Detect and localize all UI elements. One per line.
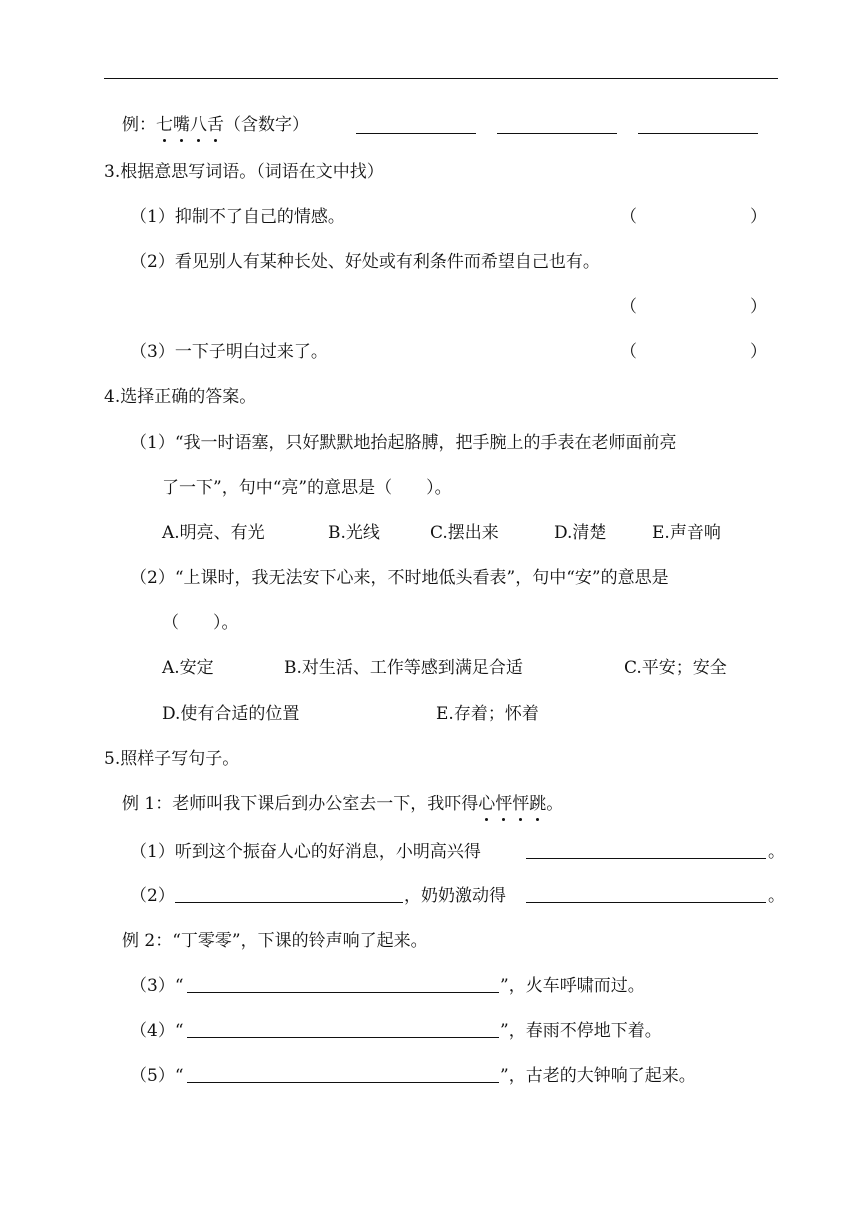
answer-blank[interactable] — [175, 884, 403, 903]
q3-item-2: （2）看见别人有某种长处、好处或有利条件而希望自己也有。 — [130, 252, 600, 272]
q4-option: D.清楚 — [554, 523, 607, 543]
example-1-prefix: 例 1：老师叫我下课后到办公室去一下，我吓得 — [122, 794, 479, 814]
dotted-char: 跳 — [529, 794, 547, 814]
q4-option: E.存着；怀着 — [436, 704, 539, 724]
paren-close: ） — [750, 207, 767, 227]
q4-option: A.明亮、有光 — [162, 523, 265, 543]
q4-item-2-line-2: （ ）。 — [162, 613, 239, 633]
paren-close: ） — [750, 342, 767, 362]
q3-item-1: （1）抑制不了自己的情感。 — [130, 207, 345, 227]
answer-blank[interactable] — [497, 115, 617, 134]
q4-option: C.平安；安全 — [624, 658, 727, 678]
q4-option: B.对生活、工作等感到满足合适 — [284, 658, 523, 678]
q3-item-3: （3）一下子明白过来了。 — [130, 342, 328, 362]
example-note: （含数字） — [224, 115, 309, 135]
dotted-char: 怦 — [512, 794, 530, 814]
q4-option: B.光线 — [328, 523, 380, 543]
header-rule — [104, 78, 778, 79]
q5-item-5-prefix: （5）“ — [130, 1066, 184, 1086]
example-1-suffix: 。 — [546, 794, 564, 814]
answer-blank[interactable] — [638, 115, 758, 134]
q4-title: 4.选择正确的答案。 — [104, 387, 257, 407]
example-prefix: 例： — [122, 115, 156, 135]
q5-item-4-suffix: ”，春雨不停地下着。 — [500, 1021, 662, 1041]
answer-blank[interactable] — [526, 884, 766, 903]
q5-title: 5.照样子写句子。 — [104, 749, 240, 769]
q4-option: D.使有合适的位置 — [162, 704, 300, 724]
dotted-char: 嘴 — [173, 115, 190, 135]
q5-item-2-prefix: （2） — [130, 886, 175, 906]
answer-blank[interactable] — [526, 840, 766, 859]
dotted-char: 舌 — [207, 115, 224, 135]
q4-item-1-line-2: 了一下”，句中“亮”的意思是（ ）。 — [162, 478, 452, 498]
answer-blank[interactable] — [187, 1019, 499, 1038]
q5-example-1 — [122, 792, 563, 816]
dotted-char: 七 — [156, 115, 173, 135]
q5-item-2-suffix: 。 — [768, 886, 785, 906]
q5-item-3-prefix: （3）“ — [130, 976, 184, 996]
q4-item-2-line-1: （2）“上课时，我无法安下心来，不时地低头看表”，句中“安”的意思是 — [130, 568, 669, 588]
answer-blank[interactable] — [356, 115, 476, 134]
paren-open: （ — [620, 207, 637, 227]
dotted-char: 八 — [190, 115, 207, 135]
example-line — [122, 113, 309, 137]
q4-option: E.声音响 — [652, 523, 721, 543]
q5-item-4-prefix: （4）“ — [130, 1021, 184, 1041]
dotted-char: 心 — [478, 794, 496, 814]
paren-open: （ — [620, 297, 637, 317]
q4-option: A.安定 — [162, 658, 214, 678]
q4-item-1-line-1: （1）“我一时语塞，只好默默地抬起胳膊，把手腕上的手表在老师面前亮 — [130, 433, 677, 453]
dotted-char: 怦 — [495, 794, 513, 814]
q5-item-1-prefix: （1）听到这个振奋人心的好消息，小明高兴得 — [130, 842, 481, 862]
q5-item-2-middle: ，奶奶激动得 — [404, 886, 506, 906]
paren-close: ） — [750, 297, 767, 317]
answer-blank[interactable] — [187, 1064, 499, 1083]
q5-example-2: 例 2：“丁零零”，下课的铃声响了起来。 — [122, 931, 428, 951]
q5-item-5-suffix: ”，古老的大钟响了起来。 — [500, 1066, 696, 1086]
q5-item-1-suffix: 。 — [768, 842, 785, 862]
q3-title: 3.根据意思写词语。（词语在文中找） — [104, 162, 384, 182]
q4-option: C.摆出来 — [430, 523, 499, 543]
paren-open: （ — [620, 342, 637, 362]
answer-blank[interactable] — [187, 974, 499, 993]
q5-item-3-suffix: ”，火车呼啸而过。 — [500, 976, 645, 996]
